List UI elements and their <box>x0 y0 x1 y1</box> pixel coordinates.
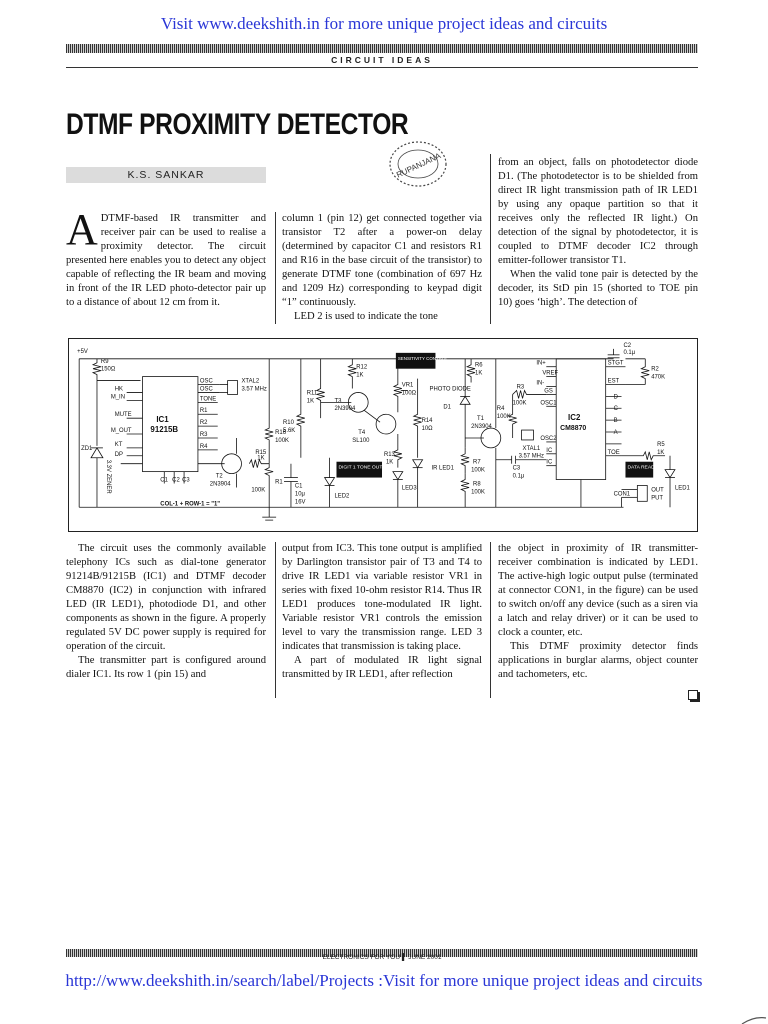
label-dp: DP <box>114 451 124 458</box>
bottom-promo-link[interactable]: http://www.deekshith.in/search/label/Projects :Visit for more unique project ideas and circuits <box>65 971 703 990</box>
label-zd1: ZD1 <box>81 445 93 452</box>
col2-paragraph-2: LED 2 is used to indicate the tone <box>294 311 438 322</box>
label-irled1: IR LED1 <box>431 465 454 472</box>
label-xtal2: XTAL2 <box>241 378 260 385</box>
label-r9v: 150Ω <box>100 366 116 373</box>
column-rule <box>275 212 276 324</box>
label-r16: R16 <box>275 430 286 437</box>
label-t3: T3 <box>334 398 342 405</box>
label-t1v: 2N3904 <box>471 424 492 431</box>
label-r12: R12 <box>356 364 368 371</box>
label-r2: R2 <box>651 366 659 373</box>
end-of-article-mark <box>688 690 698 700</box>
label-c1v2: 16V <box>294 499 306 506</box>
label-r4v: 100K <box>496 414 511 421</box>
label-ic1-part: 91215B <box>150 425 179 435</box>
label-r7: R7 <box>473 459 481 466</box>
label-led2: LED2 <box>334 493 350 500</box>
label-t2v: 2N3904 <box>209 481 231 488</box>
label-a: A <box>613 430 618 437</box>
label-osc: OSC <box>199 378 213 385</box>
col2-paragraph-1: column 1 (pin 12) get connected together via transistor T2 after a power-on delay (determined by capacitor C1 and resistors R1 and R16 in the base circuit of the transistor) to generate DTMF tone (combination of 697 Hz and 1209 Hz) corresponding to keypad digit “1” continuously. <box>282 213 482 308</box>
label-c3pin: C3 <box>182 477 190 484</box>
label-gs: GS <box>544 388 553 395</box>
label-xtal1v: 3.57 MHz <box>518 453 544 460</box>
label-vr1: VR1 <box>401 382 414 389</box>
col6-paragraph-1: the object in proximity of IR transmitter-receiver combination is indicated by LED1. The active-high logic output pulse (terminated at connector CON1, in the figure) can be used to switch on/off any device (such as a siren via a latch and relay driver) or it can be used to clock a counter, etc. <box>498 543 698 638</box>
label-r15v: 1K <box>257 455 265 462</box>
label-r8: R8 <box>473 481 481 488</box>
col6-paragraph-2: This DTMF proximity detector finds applications in burglar alarms, object counter and tachometers, etc. <box>498 641 698 680</box>
column-4 <box>66 542 266 682</box>
label-xtal2v: 3.57 MHz <box>241 386 267 393</box>
label-t3v: 2N3904 <box>334 406 356 413</box>
label-c1pin: C1 <box>160 477 168 484</box>
label-r15: R15 <box>255 449 267 456</box>
label-kt: KT <box>114 441 123 448</box>
drop-cap: A <box>66 205 98 254</box>
label-r6: R6 <box>475 362 483 369</box>
label-t4v: SL100 <box>352 437 370 444</box>
label-t4: T4 <box>358 430 366 437</box>
author-byline: K.S. SANKAR <box>66 167 266 183</box>
column-5 <box>282 542 482 682</box>
label-r14v: 10Ω <box>421 426 433 433</box>
label-est: EST <box>607 378 620 385</box>
label-r13: R13 <box>383 451 395 458</box>
label-r1v: 100K <box>251 487 266 494</box>
label-tone: TONE <box>199 396 217 403</box>
seal-text: RUPANJANA <box>394 151 443 180</box>
label-sensitivity: SENSITIVITY CONTROL <box>397 355 448 361</box>
column-rule <box>490 154 491 324</box>
label-r1: R1 <box>275 479 283 486</box>
section-label: CIRCUIT IDEAS <box>331 55 433 65</box>
label-r3v: 100K <box>512 400 527 407</box>
label-r3pin: R3 <box>199 431 208 438</box>
label-ic2: IC2 <box>568 413 581 423</box>
label-hk: HK <box>114 386 124 393</box>
label-r12v: 1K <box>356 372 364 379</box>
label-zener: 3.3V ZENER <box>104 459 111 494</box>
label-c: C <box>613 406 618 413</box>
label-stgt: STGT <box>607 360 624 367</box>
label-ic2-part: CM8870 <box>560 425 587 433</box>
label-inm: IN- <box>536 380 545 387</box>
label-t1: T1 <box>477 416 484 423</box>
label-digit-tone: DIGIT 1 TONE OUT <box>338 465 383 471</box>
col4-paragraph-1: The circuit uses the commonly available telephony ICs such as dial-tone generator 91214B/91215B (IC1) and DTMF decoder CM8870 (IC2) in conjunction with infrared LED (IR LED1), photodiode D1, and other components as shown in the figure. A properly regulated 5V DC power supply is required for operation of the circuit. <box>66 543 266 652</box>
label-d: D <box>613 394 618 401</box>
label-vr1v: 100Ω <box>401 390 417 397</box>
label-c2v: 0.1μ <box>623 349 636 356</box>
label-r5: R5 <box>657 441 665 448</box>
label-out: OUT <box>651 487 664 494</box>
label-ic1: IC1 <box>156 415 169 425</box>
label-r13v: 1K <box>385 459 394 466</box>
circuit-diagram <box>68 338 698 532</box>
label-led3: LED3 <box>401 485 417 492</box>
label-r7v: 100K <box>471 467 485 474</box>
label-led1: LED1 <box>674 485 690 492</box>
label-t2: T2 <box>215 473 223 480</box>
label-c3v: 0.1μ <box>512 473 525 480</box>
label-r3: R3 <box>516 384 525 391</box>
label-r6v: 1K <box>475 370 483 377</box>
header-divider <box>66 67 698 68</box>
label-r16v: 100K <box>275 437 289 444</box>
article-title: DTMF PROXIMITY DETECTOR <box>66 108 409 141</box>
label-vref: VREF <box>542 370 559 377</box>
label-osc1: OSC1 <box>540 400 557 407</box>
column-rule <box>490 542 491 698</box>
column-2 <box>282 212 482 324</box>
col4-paragraph-2: The transmitter part is configured around dialer IC1. Its row 1 (pin 15) and <box>66 655 266 680</box>
label-r9: R9 <box>100 358 109 365</box>
header-rule <box>66 44 698 53</box>
label-r4: R4 <box>496 406 505 413</box>
label-r1pin: R1 <box>199 408 208 415</box>
label-r8v: 100K <box>471 489 485 496</box>
label-data-ready: DATA READY <box>627 465 659 471</box>
label-ic-pin: IC <box>546 447 553 454</box>
label-r10: R10 <box>283 420 294 427</box>
label-m-out: M_OUT <box>110 428 132 435</box>
label-r11v: 1K <box>306 398 315 405</box>
column-rule <box>275 542 276 698</box>
column-3 <box>498 156 698 310</box>
label-photo: PHOTO DIODE <box>429 386 471 393</box>
label-r5v: 1K <box>657 449 665 456</box>
label-osc2-ic2: OSC2 <box>540 435 557 442</box>
label-xtal1: XTAL1 <box>522 445 541 452</box>
label-con1: CON1 <box>613 491 631 498</box>
label-toe: TOE <box>607 449 620 456</box>
label-d1: D1 <box>443 404 451 411</box>
label-osc2: OSC <box>199 386 213 393</box>
column-6 <box>498 542 698 682</box>
col3-paragraph-2: When the valid tone pair is detected by the decoder, its StD pin 15 (shorted to TOE pin 10) goes ‘high’. The detection of <box>498 269 698 308</box>
label-c1: C1 <box>294 483 303 490</box>
label-ic-pin2: IC <box>546 459 553 466</box>
label-mute: MUTE <box>114 412 132 419</box>
col5-paragraph-1: output from IC3. This tone output is amplified by Darlington transistor pair of T3 and T4 to drive IR LED1 via variable resistor VR1 in series with fixed 10-ohm resistor R14. Thus IR LED1 produces tone-modulated IR light. Variable resistor VR1 controls the emission level to vary the transmission range. LED 3 indicates that transmission is taking place. <box>282 543 482 652</box>
label-m-in: M_IN <box>110 394 125 401</box>
label-r10v: 5.6K <box>283 428 296 435</box>
column-1 <box>66 205 266 310</box>
col1-paragraph: DTMF-based IR transmitter and receiver pair can be used to realise a proximity detector. The circuit presented here enables you to detect any object capable of reflecting the IR beam and moving in front of the IR LED photo-detector pair up to a distance of about 12 cm from it. <box>66 213 266 308</box>
label-c2: C2 <box>623 342 632 349</box>
label-col1row1: COL-1 + ROW-1 = "1" <box>160 501 221 508</box>
top-promo-link[interactable]: Visit www.deekshith.in for more unique project ideas and circuits <box>160 14 608 33</box>
label-put: PUT <box>651 495 664 502</box>
label-r11: R11 <box>306 390 318 397</box>
rupanjana-seal <box>356 130 480 190</box>
corner-mark <box>740 1016 768 1024</box>
footer-publication: ELECTRONICS FOR YOU ▌ JUNE 2001 <box>322 954 442 961</box>
label-r4pin: R4 <box>199 443 208 450</box>
label-c2pin: C2 <box>172 477 180 484</box>
label-r2v: 470K <box>651 374 666 381</box>
label-5v: +5V <box>77 348 88 355</box>
label-c3: C3 <box>512 465 521 472</box>
label-c1v: 10μ <box>294 491 305 498</box>
label-b: B <box>613 418 618 425</box>
label-inp: IN+ <box>536 360 546 367</box>
col5-paragraph-2: A part of modulated IR light signal transmitted by IR LED1, after reflection <box>282 655 482 680</box>
label-r14: R14 <box>421 418 433 425</box>
label-r2pin: R2 <box>199 420 208 427</box>
col3-paragraph-1: from an object, falls on photodetector diode D1. (The photodetector is to be shielded from direct IR light transmission path of IR LED1 by using any opaque partition so that it receives only the reflected IR light.) On detection of the signal by photodetector, it is coupled to DTMF decoder IC2 through emitter-follower transistor T1. <box>498 157 698 266</box>
